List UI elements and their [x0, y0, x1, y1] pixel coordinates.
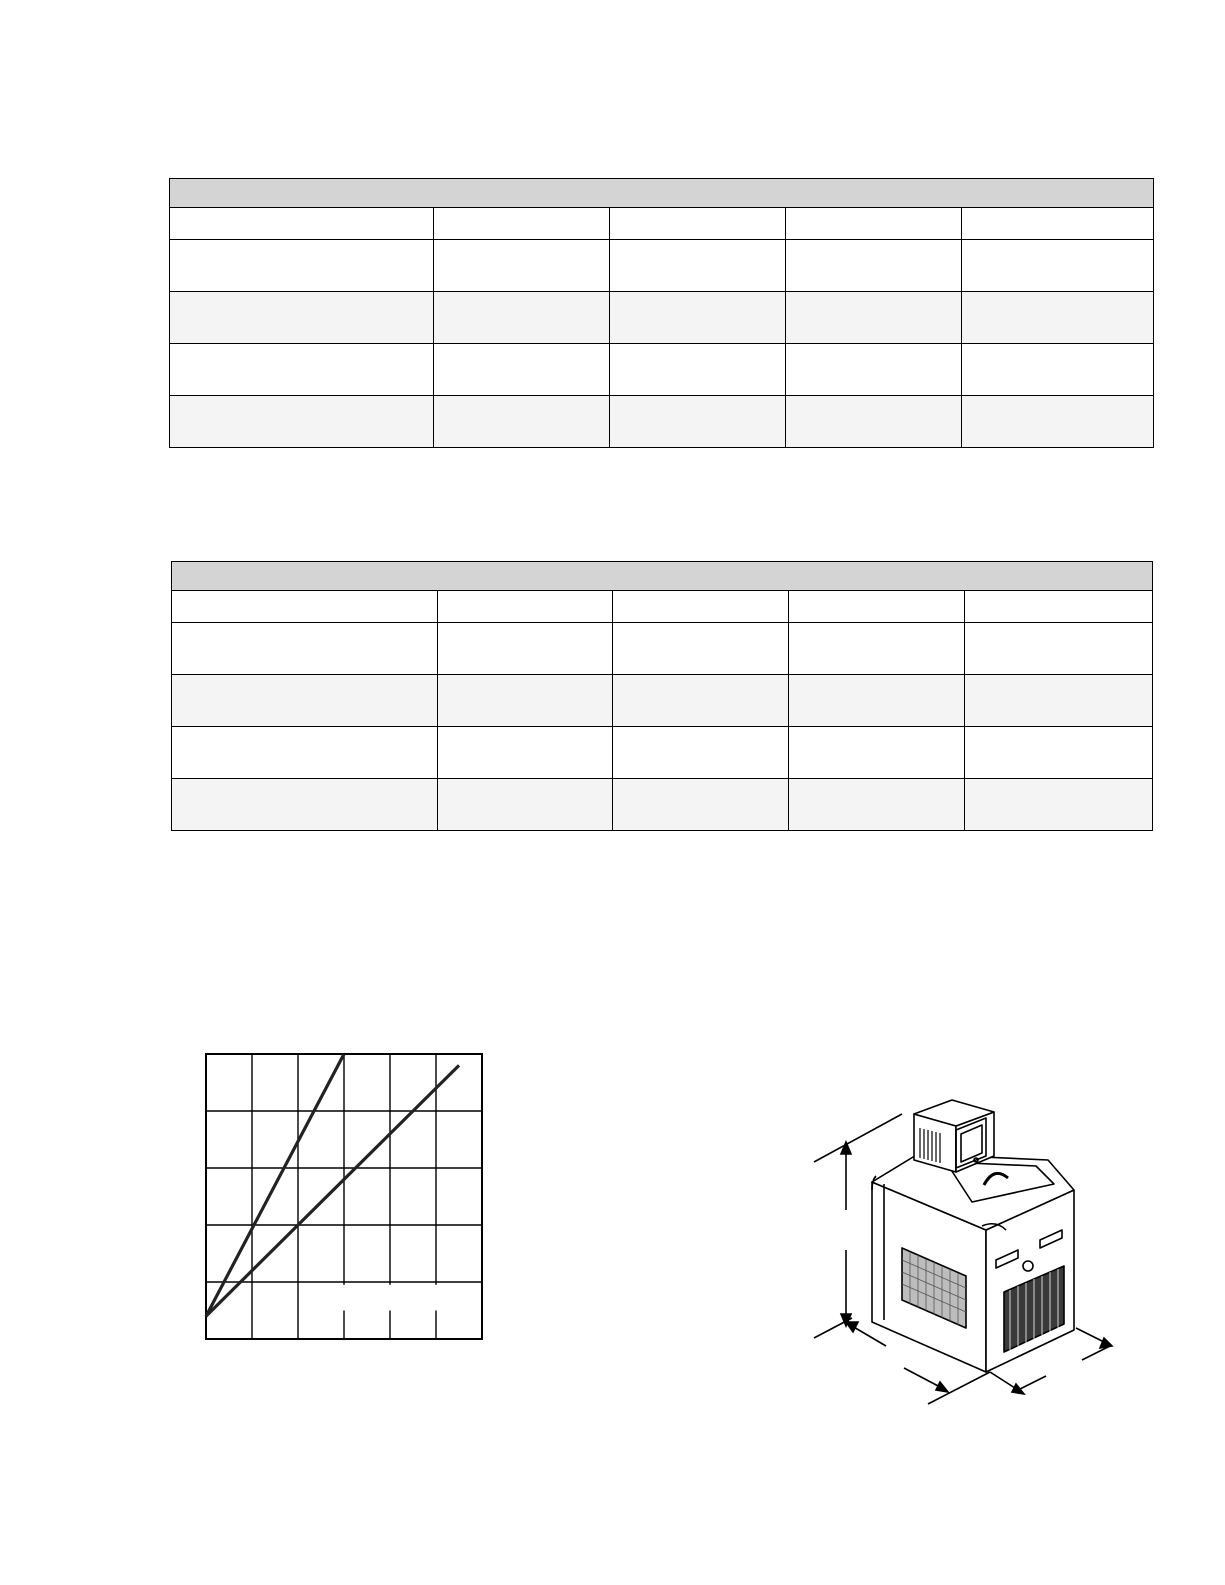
table-row — [170, 292, 1154, 344]
spec-table-2 — [171, 561, 1153, 831]
table-cell — [438, 779, 613, 831]
table-header-cell — [613, 591, 789, 623]
table-cell — [962, 396, 1154, 448]
table-cell — [172, 727, 438, 779]
table-cell — [786, 292, 962, 344]
table-cell — [610, 396, 786, 448]
table-cell — [613, 623, 789, 675]
table-header-cell — [962, 208, 1154, 240]
series-line-1 — [206, 1054, 344, 1316]
table-cell — [170, 292, 434, 344]
table-cell — [786, 396, 962, 448]
table-cell — [170, 396, 434, 448]
table-cell — [965, 779, 1153, 831]
chart-key-area — [307, 1285, 473, 1311]
table-header-cell — [789, 591, 965, 623]
table-cell — [610, 344, 786, 396]
table-cell — [965, 623, 1153, 675]
table-header-cell — [965, 591, 1153, 623]
table-cell — [965, 675, 1153, 727]
table-cell — [172, 779, 438, 831]
table-header-cell — [172, 591, 438, 623]
table-cell — [613, 779, 789, 831]
table-cell — [434, 344, 610, 396]
table-cell — [434, 396, 610, 448]
spec-table-1 — [169, 178, 1154, 448]
table-title — [172, 562, 1153, 591]
table-row — [172, 779, 1153, 831]
table-cell — [610, 240, 786, 292]
table-cell — [172, 675, 438, 727]
table-row — [170, 344, 1154, 396]
table-header-cell — [786, 208, 962, 240]
table-header-cell — [170, 208, 434, 240]
table-cell — [789, 623, 965, 675]
table-cell — [789, 675, 965, 727]
table-row — [170, 396, 1154, 448]
table-cell — [786, 240, 962, 292]
table-cell — [789, 779, 965, 831]
table-header-cell — [434, 208, 610, 240]
bath-circulator-unit-icon — [806, 1070, 1136, 1420]
table-cell — [438, 675, 613, 727]
table-cell — [965, 727, 1153, 779]
table-title — [170, 179, 1154, 208]
table-cell — [438, 727, 613, 779]
table-cell — [170, 344, 434, 396]
table-row — [172, 623, 1153, 675]
table-row — [172, 675, 1153, 727]
table-cell — [786, 344, 962, 396]
table-cell — [170, 240, 434, 292]
table-cell — [434, 240, 610, 292]
table-cell — [172, 623, 438, 675]
table-cell — [962, 240, 1154, 292]
table-cell — [434, 292, 610, 344]
table-row — [172, 727, 1153, 779]
table-cell — [962, 292, 1154, 344]
table-cell — [962, 344, 1154, 396]
chart-series — [206, 1054, 459, 1316]
table-header-cell — [438, 591, 613, 623]
table-cell — [613, 727, 789, 779]
table-header-cell — [610, 208, 786, 240]
table-cell — [613, 675, 789, 727]
series-line-2 — [206, 1065, 459, 1316]
table-row — [170, 240, 1154, 292]
table-cell — [438, 623, 613, 675]
table-cell — [789, 727, 965, 779]
table-cell — [610, 292, 786, 344]
line-chart — [200, 1048, 500, 1348]
